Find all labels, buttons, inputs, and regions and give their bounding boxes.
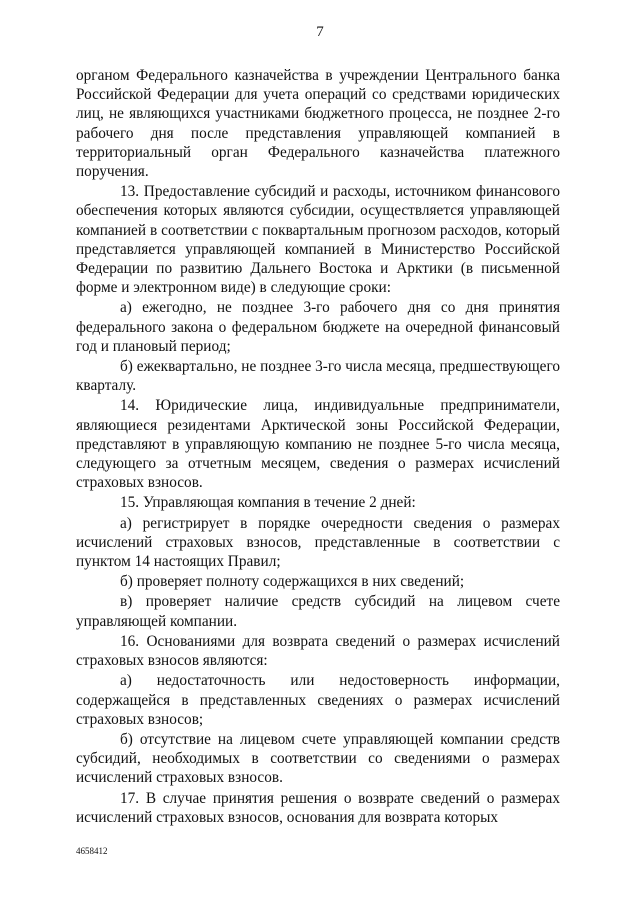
paragraph-13b: б) ежеквартально, не позднее 3-го числа месяца, предшествующего кварталу. [76,358,560,395]
paragraph-15: 15. Управляющая компания в течение 2 дней: [120,494,416,512]
paragraph-16b: б) отсутствие на лицевом счете управляющей компании средств субсидий, необходимых в соответствии со сведениями о размерах исчислений страховых взносов. [76,730,560,787]
document-body [76,66,560,828]
paragraph-16: 16. Основаниями для возврата сведений о размерах исчислений страховых взносов являются: [76,632,560,670]
document-code: 4658412 [76,846,108,856]
page-number: 7 [316,24,324,40]
paragraph-15a: а) регистрирует в порядке очередности сведения о размерах исчислений страховых взносов, представленные в соответствии с пунктом 14 настоящих Правил; [76,514,560,571]
paragraph-13a: а) ежегодно, не позднее 3-го рабочего дня со дня принятия федерального закона о федеральном бюджете на очередной финансовый год и плановый период; [76,299,560,355]
paragraph-15c: в) проверяет наличие средств субсидий на лицевом счете управляющей компании. [76,593,560,630]
paragraph-16a: а) недостаточность или недостоверность информации, содержащейся в представленных сведениях о размерах исчислений страховых взносов; [76,672,560,728]
paragraph-continuation: органом Федерального казначейства в учреждении Центрального банка Российской Федерации для учета операций со средствами юридических лиц, не являющихся участниками бюджетного процесса, не позднее 2-го рабочего дня после представления управляющей компанией в территориальный орган Федерального казначейства платежного поручения. [76,67,560,181]
paragraph-15b: б) проверяет полноту содержащихся в них сведений; [120,573,465,591]
paragraph-17: 17. В случае принятия решения о возврате сведений о размерах исчислений страховых взносов, основания для возврата которых [76,789,560,826]
paragraph-14: 14. Юридические лица, индивидуальные предприниматели, являющиеся резидентами Арктической зоны Российской Федерации, представляют в управляющую компанию не позднее 5-го числа месяца, следующего за отчетным месяцем, сведения о размерах исчислений страховых взносов. [76,397,560,492]
paragraph-13: 13. Предоставление субсидий и расходы, источником финансового обеспечения которых являются субсидии, осуществляется управляющей компанией в соответствии с поквартальным прогнозом расходов, который представляется управляющей компанией в Министерство Российской Федерации по развитию Дальнего Востока и Арктики (в письменной форме и электронном виде) в следующие сроки: [76,183,560,297]
